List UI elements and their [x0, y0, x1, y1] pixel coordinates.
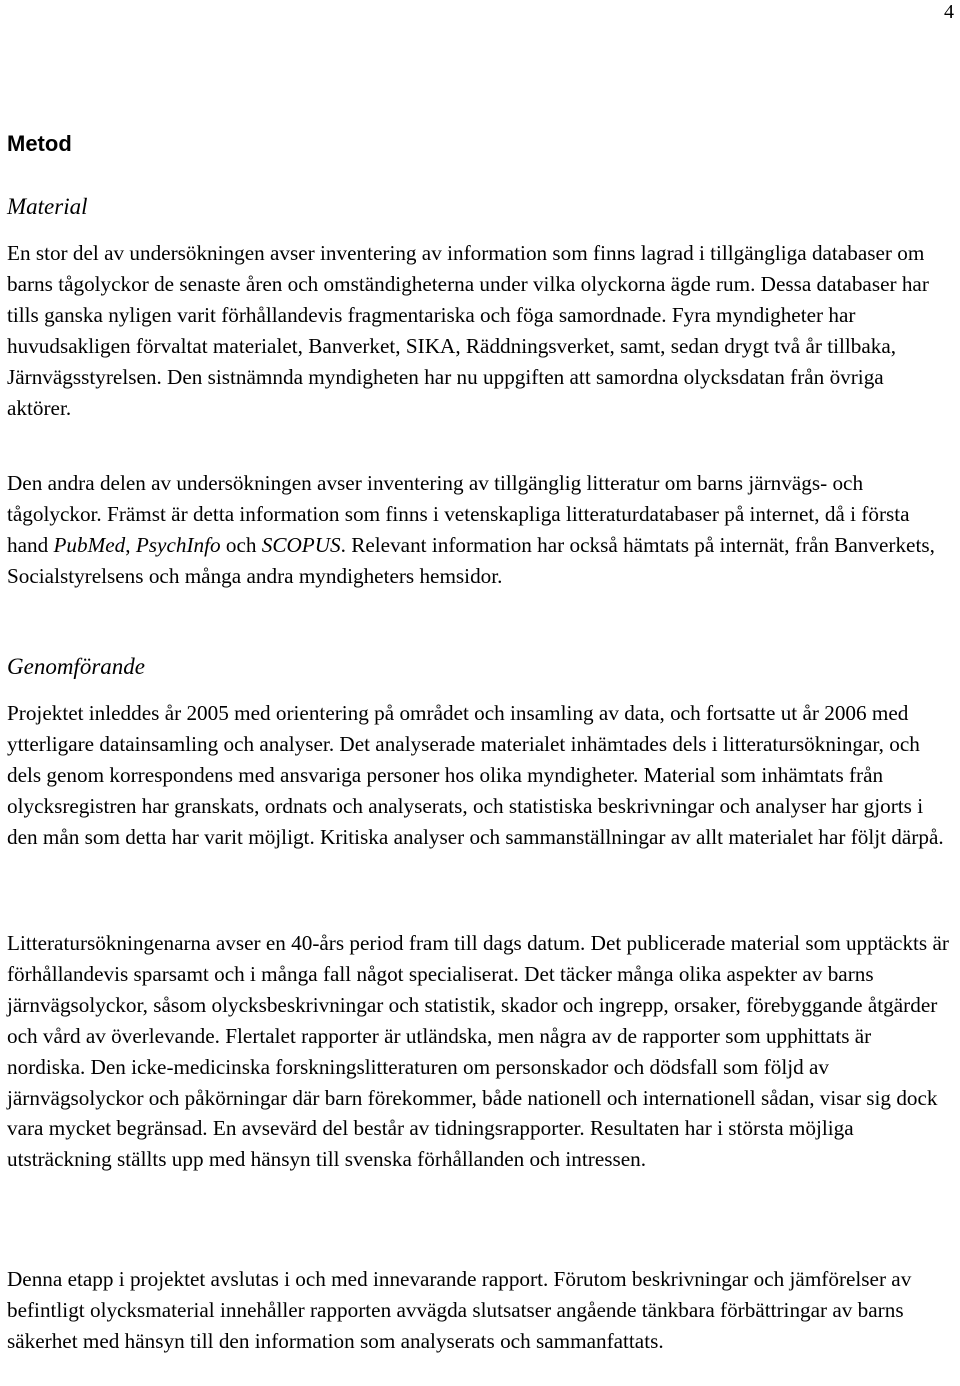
- database-name-pubmed: PubMed: [53, 532, 126, 557]
- paragraph-text: . Relevant information har också hämtats på internät, från Banverkets, Socialstyrelsens och många andra myndigheters hemsidor.: [7, 532, 935, 588]
- paragraph-text: Den andra delen av undersökningen avser inventering av tillgänglig litteratur om barns järnvägs- och tågolyckor. Främst är detta information som finns i vetenskapliga litteraturdatabaser på internet, då i första hand: [7, 471, 910, 557]
- page-number: 4: [944, 1, 954, 23]
- separator: och: [220, 532, 262, 557]
- separator: ,: [125, 532, 136, 557]
- paragraph: En stor del av undersökningen avser inventering av information som finns lagrad i tillgängliga databaser om barns tågolyckor de senaste åren och omständigheterna under vilka olyckorna ägde rum. Dessa databaser har tills ganska nyligen varit förhållandevis fragmentariska och föga samordnade. Fyra myndigheter har huvudsakligen förvaltat materialet, Banverket, SIKA, Räddningsverket, samt, sedan drygt två år tillbaka, Järnvägsstyrelsen. Den sistnämnda myndigheten har nu uppgiften att samordna olycksdatan från övriga aktörer.: [7, 241, 929, 420]
- paragraph: Litteratursökningenarna avser en 40-års period fram till dags datum. Det publicerade material som upptäckts är förhållandevis sparsamt och i många fall något specialiserat. Det täcker många olika aspekter av barns järnvägsolyckor, såsom olycksbeskrivningar och statistik, skador och ingrepp, orsaker, förebyggande åtgärder och vård av överlevande. Flertalet rapporter är utländska, men några av de rapporter som upphittats är nordiska. Den icke-medicinska forskningslitteraturen om personskador och dödsfall som följd av järnvägsolyckor och påkörningar där barn förekommer, både nationell och internationell sådan, visar sig dock vara mycket begränsad. En avsevärd del består av tidningsrapporter. Resultaten har i största möjliga utsträckning ställts upp med hänsyn till svenska förhållanden och intressen.: [7, 931, 949, 1172]
- database-name-psychinfo: PsychInfo: [135, 532, 221, 557]
- section-title: Metod: [7, 131, 72, 156]
- database-name-scopus: SCOPUS: [261, 532, 341, 557]
- subsection-title-genomforande: Genomförande: [7, 654, 145, 679]
- paragraph: [7, 468, 953, 592]
- paragraph: Projektet inleddes år 2005 med orientering på området och insamling av data, och fortsatte ut år 2006 med ytterligare datainsamling och analyser. Det analyserade materialet inhämtades dels i litteratursökningar, och dels genom korrespondens med ansvariga personer hos olika myndigheter. Material som inhämtats från olycksregistren har granskats, ordnats och analyserats, och statistiska beskrivningar och analyser har gjorts i den mån som detta har varit möjligt. Kritiska analyser och sammanställningar av allt materialet har följt därpå.: [7, 701, 944, 849]
- paragraph: Denna etapp i projektet avslutas i och med innevarande rapport. Förutom beskrivningar och jämförelser av befintligt olycksmaterial innehåller rapporten avvägda slutsatser angående tänkbara förbättringar av barns säkerhet med hänsyn till den information som analyserats och sammanfattats.: [7, 1267, 912, 1353]
- subsection-title-material: Material: [7, 194, 88, 219]
